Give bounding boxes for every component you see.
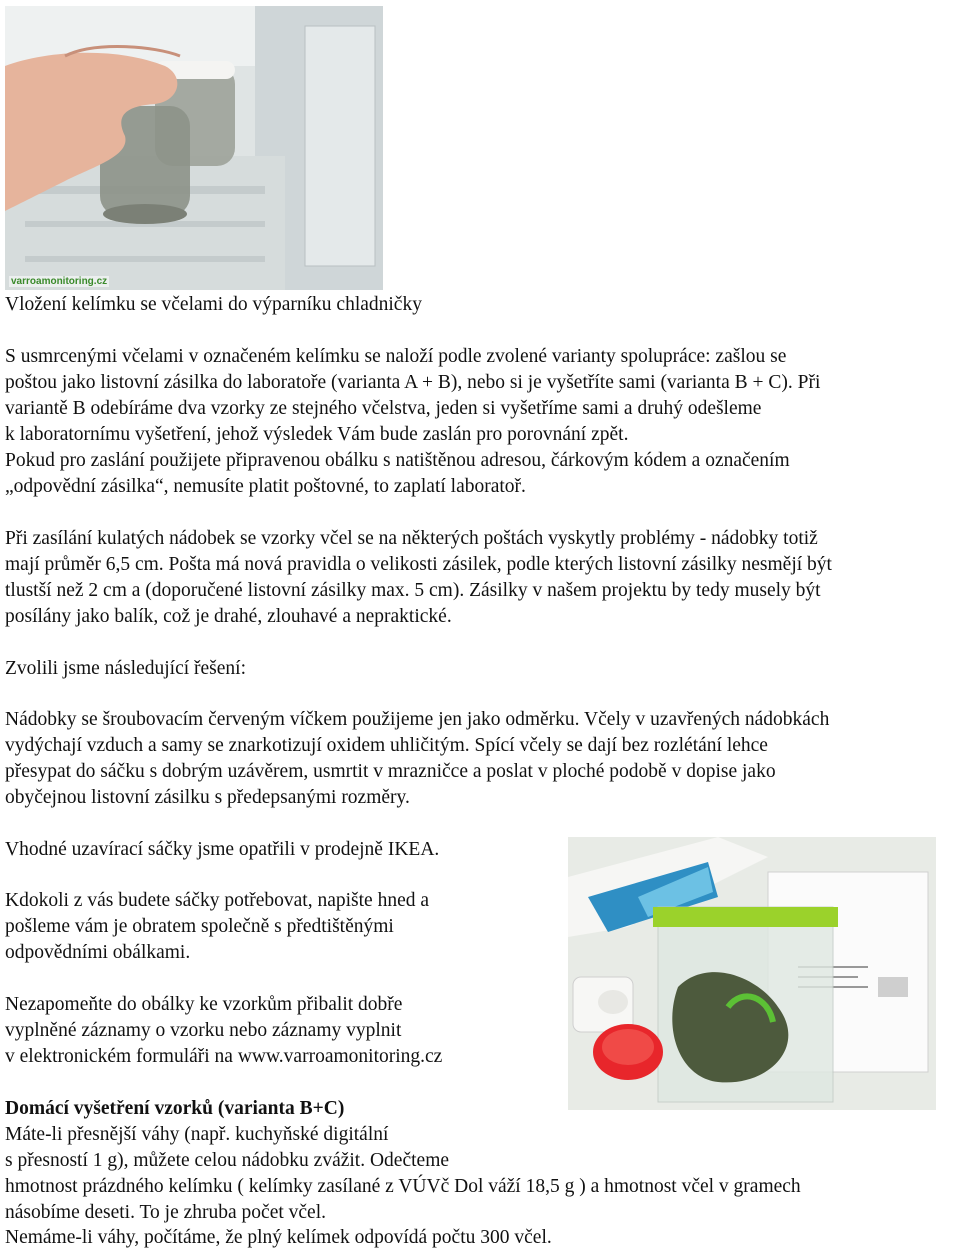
para6-line-2: pošleme vám je obratem společně s předtištěnými: [5, 916, 394, 937]
para7-line-2: vyplněné záznamy o vzorku nebo záznamy vyplnit: [5, 1020, 402, 1041]
para4-line-3: přesypat do sáčku s dobrým uzávěrem, usmrtit v mrazničce a poslat v ploché podobě v dopise jako: [5, 761, 776, 782]
section-heading-home-examination: Domácí vyšetření vzorků (varianta B+C): [5, 1098, 345, 1119]
para4-line-1: Nádobky se šroubovacím červeným víčkem použijeme jen jako odměrku. Včely v uzavřených nádobkách: [5, 709, 830, 730]
para6-line-1: Kdokoli z vás budete sáčky potřebovat, napište hned a: [5, 890, 430, 911]
para1-line-4: k laboratornímu vyšetření, jehož výsledek Vám bude zaslán pro porovnání zpět.: [5, 424, 629, 445]
para8-line-1: Máte-li přesnější váhy (např. kuchyňské digitální: [5, 1124, 389, 1145]
photo-caption: Vložení kelímku se včelami do výparníku chladničky: [5, 294, 422, 315]
photo-fridge-evaporator: [5, 6, 383, 290]
photo-bags-illustration: [568, 837, 936, 1110]
para2-line-1: Při zasílání kulatých nádobek se vzorky včel se na některých poštách vyskytly problémy - nádobky totiž: [5, 528, 818, 549]
para1-line-2: poštou jako listovní zásilka do laboratoře (varianta A + B), nebo si je vyšetříte sami (varianta B + C). Při: [5, 372, 821, 393]
para1-line-3: variantě B odebíráme dva vzorky ze stejného včelstva, jeden si vyšetříme sami a druhý odešleme: [5, 398, 762, 419]
photo-fridge-illustration: [5, 6, 383, 290]
para2-line-4: posílány jako balík, což je drahé, zlouhavé a nepraktické.: [5, 606, 452, 627]
para6-line-3: odpovědními obálkami.: [5, 942, 191, 963]
para3: Zvolili jsme následující řešení:: [5, 658, 246, 679]
para5: Vhodné uzavírací sáčky jsme opatřili v prodejně IKEA.: [5, 839, 440, 860]
para2-line-3: tlustší než 2 cm a (doporučené listovní zásilky max. 5 cm). Zásilky v našem projektu by tedy musely být: [5, 580, 821, 601]
para1-line-5: Pokud pro zaslání použijete připravenou obálku s natištěnou adresou, čárkovým kódem a označením: [5, 450, 790, 471]
para8-line-5: Nemáme-li váhy, počítáme, že plný kelímek odpovídá počtu 300 včel.: [5, 1227, 552, 1248]
para8-line-3: hmotnost prázdného kelímku ( kelímky zasílané z VÚVč Dol váží 18,5 g ) a hmotnost včel v gramech: [5, 1176, 801, 1197]
para4-line-4: obyčejnou listovní zásilku s předepsanými rozměry.: [5, 787, 410, 808]
para4-line-2: vydýchají vzduch a samy se znarkotizují oxidem uhličitým. Spící včely se dají bez rozlétání lehce: [5, 735, 768, 756]
para7-line-1: Nezapomeňte do obálky ke vzorkům přibalit dobře: [5, 994, 403, 1015]
para8-line-4: násobíme deseti. To je zhruba počet včel.: [5, 1202, 326, 1223]
para7-line-3: v elektronickém formuláři na www.varroamonitoring.cz: [5, 1046, 443, 1067]
photo-ikea-bags: [568, 837, 936, 1110]
para1-line-1: S usmrcenými včelami v označeném kelímku se naloží podle zvolené varianty spolupráce: zašlou se: [5, 346, 787, 367]
photo-watermark: varroamonitoring.cz: [11, 276, 108, 287]
para8-line-2: s přesností 1 g), můžete celou nádobku zvážit. Odečteme: [5, 1150, 450, 1171]
para1-line-6: „odpovědní zásilka“, nemusíte platit poštovné, to zaplatí laboratoř.: [5, 476, 526, 497]
para2-line-2: mají průměr 6,5 cm. Pošta má nová pravidla o velikosti zásilek, podle kterých listovní zásilky nesmějí být: [5, 554, 832, 575]
